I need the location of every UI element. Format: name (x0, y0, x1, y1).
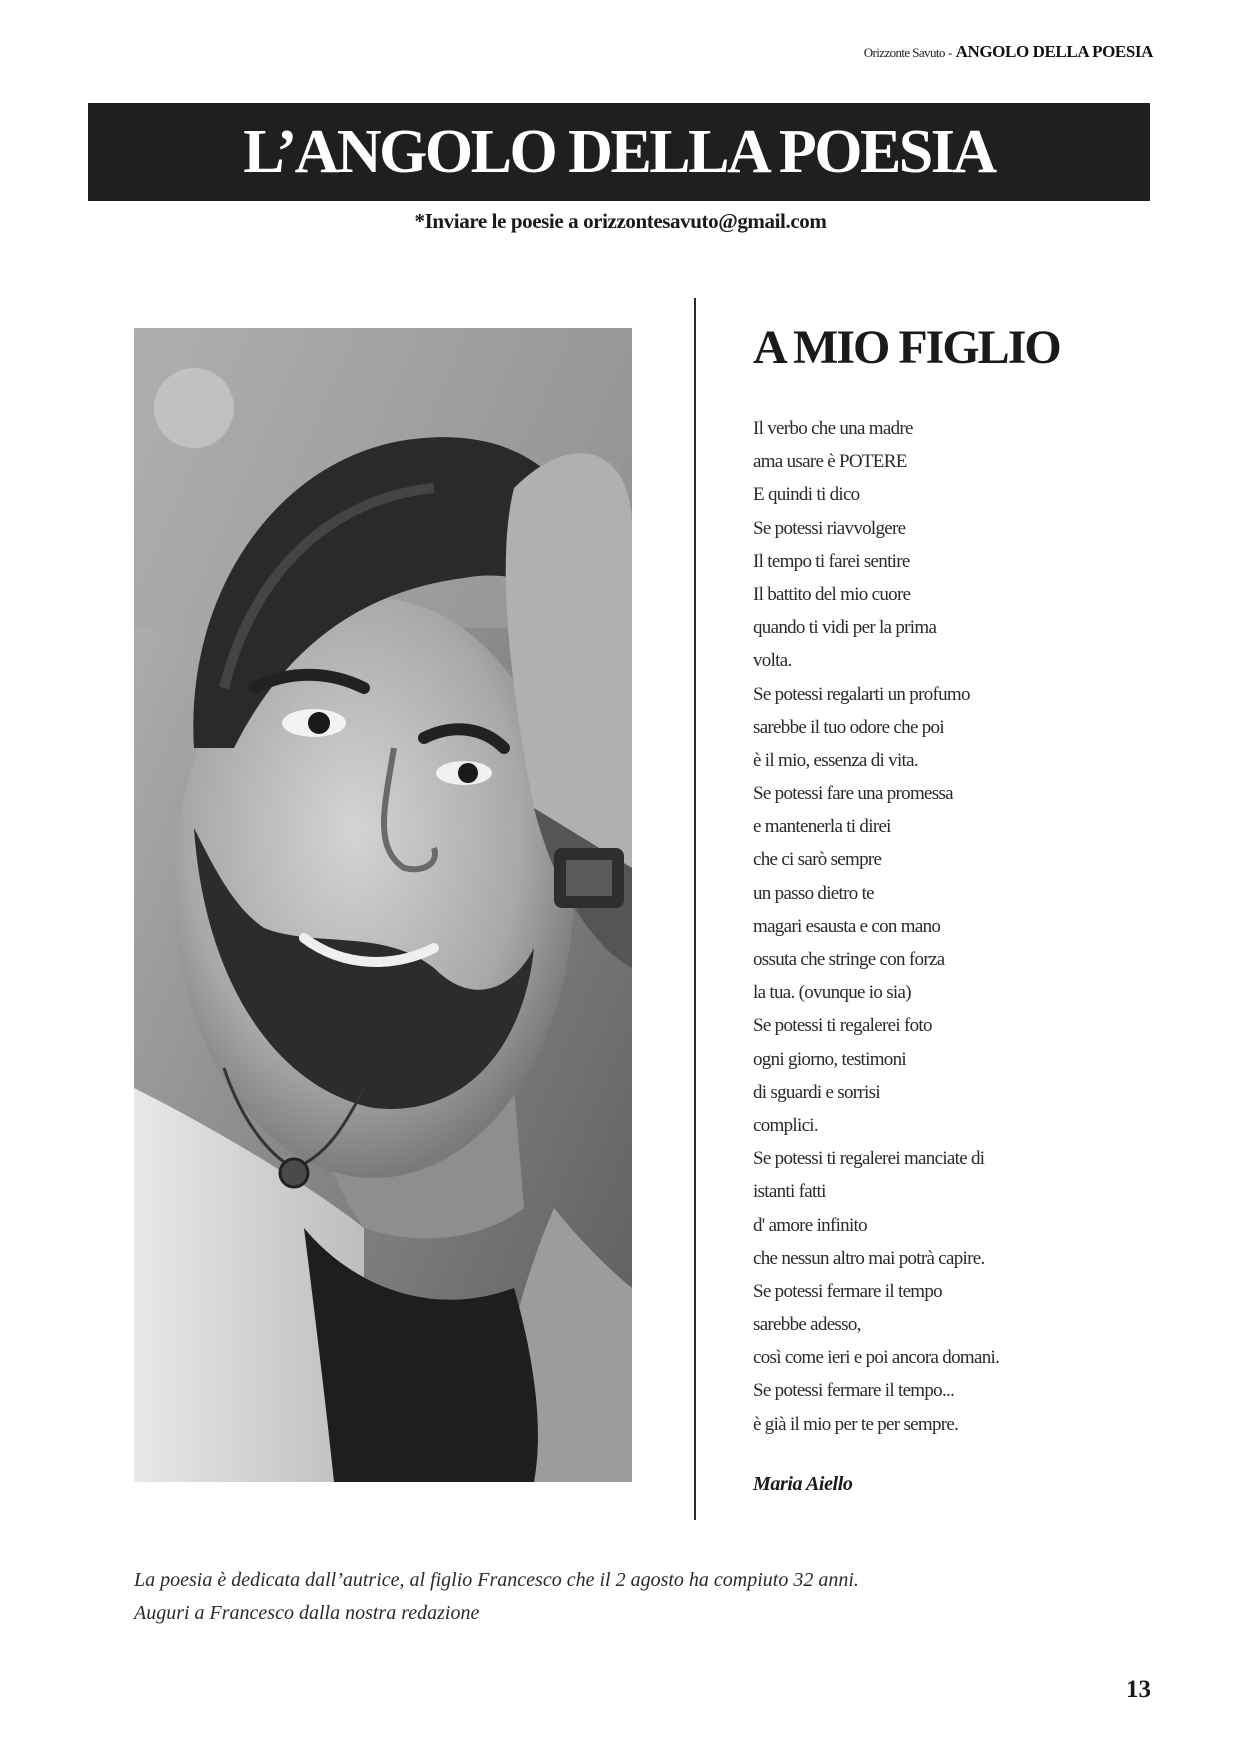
section-banner (88, 103, 1150, 201)
running-header (864, 42, 1153, 62)
poem-line: Il verbo che una madre (753, 418, 913, 439)
poem-line: Se potessi fermare il tempo (753, 1280, 942, 1302)
section-name: ANGOLO DELLA POESIA (955, 42, 1153, 61)
poem-line: così come ieri e poi ancora domani. (753, 1347, 1000, 1369)
poem-line: volta. (753, 650, 792, 672)
poem-line: Se potessi ti regalerei manciate di (753, 1148, 985, 1170)
dedication-note (134, 1564, 859, 1630)
poem-line: e mantenerla ti direi (753, 816, 891, 838)
dedication-line: La poesia è dedicata dall’autrice, al figlio Francesco che il 2 agosto ha compiuto 32 anni. (134, 1569, 859, 1591)
poem-line: Se potessi fermare il tempo... (753, 1380, 955, 1402)
poem-line: un passo dietro te (753, 882, 874, 904)
poem-body (753, 412, 999, 1441)
poem-line: complici. (753, 1114, 818, 1136)
poem-line: Se potessi fare una promessa (753, 783, 953, 805)
submission-note: *Inviare le poesie a orizzontesavuto@gmail.com (414, 209, 827, 233)
poem-line: Se potessi riavvolgere (753, 517, 906, 539)
author-son-photo (134, 328, 632, 1482)
poem-line: ama usare è POTERE (753, 451, 907, 473)
dedication-line: Auguri a Francesco dalla nostra redazione (134, 1602, 480, 1624)
header-separator: - (944, 45, 956, 60)
poem-line: la tua. (ovunque io sia) (753, 982, 911, 1004)
poem-line: è il mio, essenza di vita. (753, 749, 918, 771)
poem-line: d' amore infinito (753, 1214, 867, 1236)
poem-line: ogni giorno, testimoni (753, 1048, 906, 1070)
page-number: 13 (1126, 1676, 1151, 1703)
poem-line: Se potessi regalarti un profumo (753, 683, 970, 705)
poem-line: sarebbe adesso, (753, 1314, 861, 1336)
poem-line: che nessun altro mai potrà capire. (753, 1247, 985, 1269)
poem-line: Il tempo ti farei sentire (753, 550, 910, 572)
poem-line: quando ti vidi per la prima (753, 617, 937, 639)
poem-line: ossuta che stringe con forza (753, 949, 945, 970)
column-divider (694, 298, 696, 1520)
publication-name: Orizzonte Savuto (863, 45, 945, 60)
poem-line: magari esausta e con mano (753, 915, 941, 937)
poem-author: Maria Aiello (753, 1473, 853, 1495)
poem-line: Il battito del mio cuore (753, 583, 911, 605)
poem-line: Se potessi ti regalerei foto (753, 1015, 932, 1037)
poem-line: istanti fatti (753, 1181, 826, 1203)
poem-line: di sguardi e sorrisi (753, 1081, 880, 1103)
poem-line: è già il mio per te per sempre. (753, 1413, 959, 1435)
poem-line: sarebbe il tuo odore che poi (753, 716, 944, 738)
poem-title: A MIO FIGLIO (753, 321, 1060, 374)
poem-line: E quindi ti dico (753, 484, 860, 506)
section-title: L’ANGOLO DELLA POESIA (243, 118, 995, 186)
poem-line: che ci sarò sempre (753, 849, 882, 871)
